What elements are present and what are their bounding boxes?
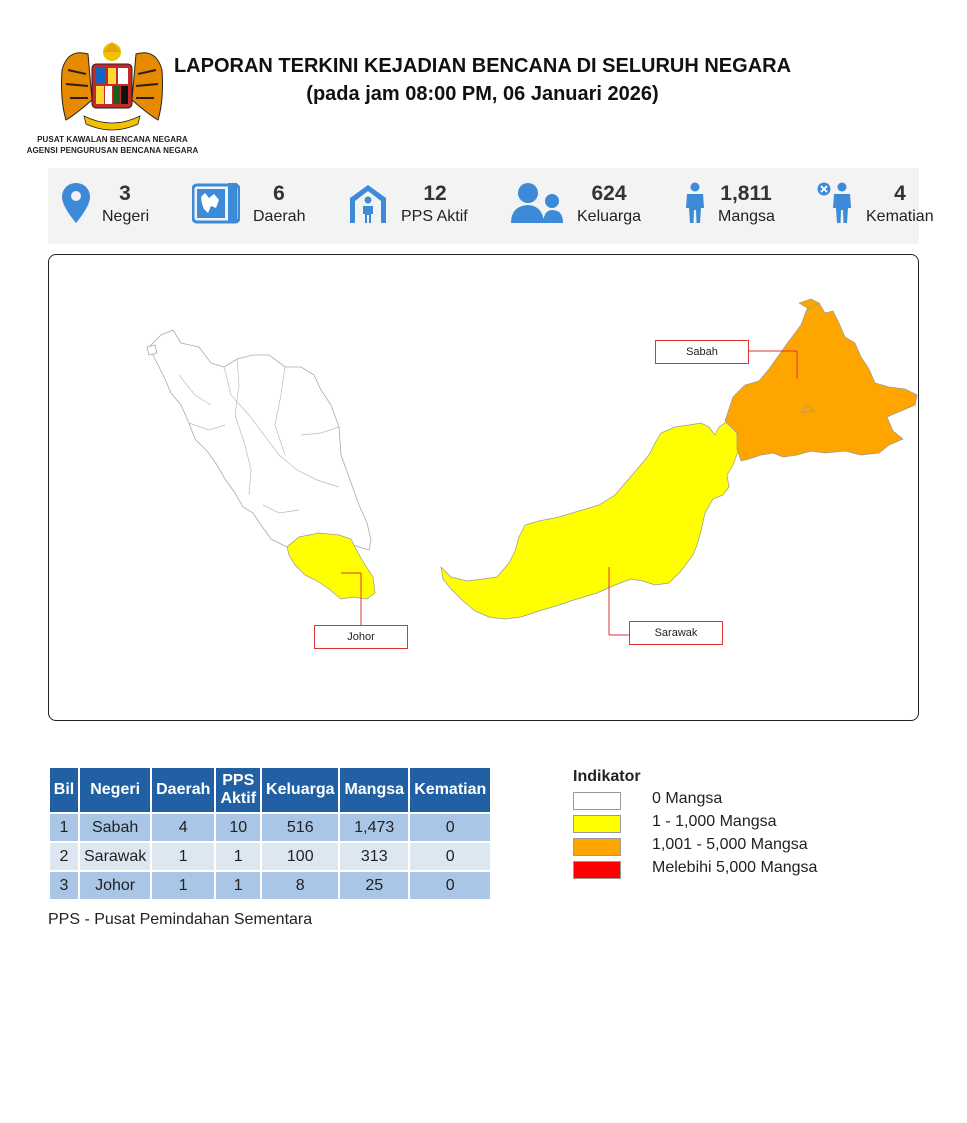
- cell: Sabah: [80, 814, 150, 841]
- cell: 0: [410, 872, 490, 899]
- col-mangsa: Mangsa: [340, 768, 408, 812]
- table-header-row: [50, 768, 490, 812]
- sarawak-region: [441, 421, 739, 619]
- org-name-line1: PUSAT KAWALAN BENCANA NEGARA: [37, 135, 188, 144]
- cell: 3: [50, 872, 78, 899]
- legend-swatch-mid: [573, 838, 621, 856]
- callout-sarawak: Sarawak: [629, 621, 723, 645]
- legend-label-low: 1 - 1,000 Mangsa: [652, 813, 777, 830]
- cell: 4: [152, 814, 214, 841]
- cell: Johor: [80, 872, 150, 899]
- col-daerah: Daerah: [152, 768, 214, 812]
- district-map-icon: [192, 182, 240, 224]
- person-death-icon: [817, 180, 855, 224]
- stat-pps-value: 12: [423, 182, 447, 205]
- cell: 2: [50, 843, 78, 870]
- legend-swatch-high: [573, 861, 621, 879]
- cell: 313: [340, 843, 408, 870]
- cell: Sarawak: [80, 843, 150, 870]
- cell: 1,473: [340, 814, 408, 841]
- stats-bar: [48, 168, 934, 244]
- stat-mangsa-value: 1,811: [720, 182, 772, 205]
- cell: 1: [216, 872, 260, 899]
- stat-mangsa-label: Mangsa: [718, 208, 775, 225]
- stat-daerah-value: 6: [273, 182, 285, 205]
- legend-swatch-low: [573, 815, 621, 833]
- callout-sabah: Sabah: [655, 340, 749, 364]
- summary-table: [48, 766, 492, 901]
- col-keluarga: Keluarga: [262, 768, 338, 812]
- stat-daerah-label: Daerah: [253, 208, 306, 225]
- legend-swatch-none: [573, 792, 621, 810]
- table-row: [50, 843, 490, 870]
- cell: 8: [262, 872, 338, 899]
- cell: 1: [152, 843, 214, 870]
- page-subtitle: (pada jam 08:00 PM, 06 Januari 2026): [306, 83, 659, 105]
- cell: 1: [152, 872, 214, 899]
- shelter-icon: [347, 182, 389, 224]
- stat-negeri-label: Negeri: [102, 208, 150, 225]
- cell: 516: [262, 814, 338, 841]
- disaster-map: [48, 254, 919, 721]
- cell: 1: [50, 814, 78, 841]
- cell: 0: [410, 814, 490, 841]
- location-pin-icon: [61, 182, 91, 224]
- table-row: [50, 814, 490, 841]
- stat-kematian-label: Kematian: [866, 208, 934, 225]
- org-name-line2: AGENSI PENGURUSAN BENCANA NEGARA: [26, 146, 199, 155]
- page-title: LAPORAN TERKINI KEJADIAN BENCANA DI SELURUH NEGARA: [173, 55, 792, 77]
- col-pps-aktif: PPS Aktif: [216, 768, 260, 812]
- cell: 10: [216, 814, 260, 841]
- malaysia-map-svg: [49, 255, 918, 720]
- stat-keluarga-value: 624: [591, 182, 627, 205]
- legend-title: Indikator: [573, 768, 641, 785]
- legend-label-mid: 1,001 - 5,000 Mangsa: [652, 836, 808, 853]
- col-negeri: Negeri: [80, 768, 150, 812]
- pps-footnote: PPS - Pusat Pemindahan Sementara: [48, 911, 313, 928]
- col-kematian: Kematian: [410, 768, 490, 812]
- stat-keluarga-label: Keluarga: [577, 208, 642, 225]
- callout-johor: Johor: [314, 625, 408, 649]
- peninsular-states-region: [149, 330, 371, 550]
- sabah-region: [725, 303, 917, 461]
- cell: 100: [262, 843, 338, 870]
- col-bil: Bil: [50, 768, 78, 812]
- table-row: [50, 872, 490, 899]
- stat-negeri-value: 3: [119, 182, 131, 205]
- stat-pps-label: PPS Aktif: [401, 208, 468, 225]
- cell: 0: [410, 843, 490, 870]
- family-icon: [510, 182, 564, 224]
- stat-kematian-value: 4: [894, 182, 906, 205]
- cell: 1: [216, 843, 260, 870]
- legend-label-none: 0 Mangsa: [652, 790, 723, 807]
- cell: 25: [340, 872, 408, 899]
- person-icon: [684, 182, 706, 224]
- legend-label-high: Melebihi 5,000 Mangsa: [652, 859, 818, 876]
